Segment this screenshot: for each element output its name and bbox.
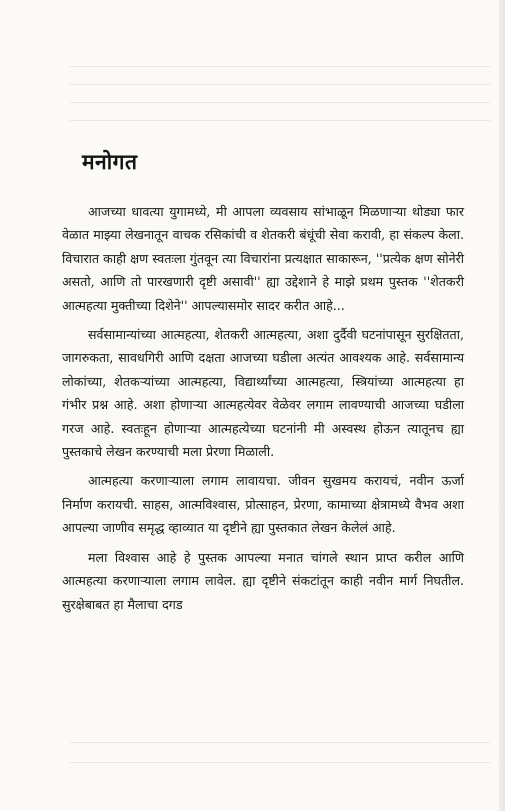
paragraph-4: मला विश्वास आहे हे पुस्तक आपल्या मनात चांगले स्थान प्राप्त करील आणि आत्महत्या करणाऱ्याला लगाम लावेल. ह्या दृष्टीने संकटांतून काही नवीन मार्ग निघतील. सुरक्षेबाबत हा मैलाचा दगड [62, 549, 464, 612]
show-through-line [70, 84, 490, 85]
paragraph-1: आजच्या धावत्या युगामध्ये, मी आपला व्यवसाय सांभाळून मिळणाऱ्या थोड्या फार वेळात माझ्या लेखनातून वाचक रसिकांची व शेतकरी बंधूंची सेवा करावी, हा संकल्प केला. विचारात काही क्षण स्वतःला गुंतवून त्या विचारांना प्रत्यक्षात साकारून, ''प्रत्येक क्षण सोनेरी असतो, आणि तो पारखणारी दृष्टी असावी'' ह्या उद्देशाने हे माझे प्रथम पुस्तक ''शेतकरी आत्महत्या मुक्तीच्या दिशेने'' आपल्यासमोर सादर करीत आहे... [62, 204, 464, 313]
page-heading: मनोगत [82, 150, 138, 174]
body-text [62, 200, 464, 622]
show-through-line [70, 742, 490, 743]
show-through-line [70, 66, 490, 67]
show-through-line [70, 120, 490, 121]
show-through-line [70, 102, 490, 103]
paragraph-3: आत्महत्या करणाऱ्याला लगाम लावायचा. जीवन सुखमय करायचं, नवीन ऊर्जा निर्माण करायची. साहस, आत्मविश्वास, प्रोत्साहन, प्रेरणा, कामाच्या क्षेत्रामध्ये वैभव अशा आपल्या जाणीव समृद्ध व्हाव्यात या दृष्टीने ह्या पुस्तकात लेखन केलेलं आहे. [62, 473, 464, 536]
show-through-line [70, 762, 490, 763]
paragraph-2: सर्वसामान्यांच्या आत्महत्या, शेतकरी आत्महत्या, अशा दुर्दैवी घटनांपासून सुरक्षितता, जागरुकता, सावधगिरी आणि दक्षता आजच्या घडीला अत्यंत आवश्यक आहे. सर्वसामान्य लोकांच्या, शेतकऱ्यांच्या आत्महत्या, विद्यार्थ्यांच्या आत्महत्या, स्त्रियांच्या आत्महत्या हा गंभीर प्रश्न आहे. अशा होणाऱ्या आत्महत्येवर वेळेवर लगाम लावण्याची आजच्या घडीला गरज आहे. स्वतःहून होणाऱ्या आत्महत्येच्या घटनांनी मी अस्वस्थ होऊन त्यातूनच ह्या पुस्तकाचे लेखन करण्याची मला प्रेरणा मिळाली. [62, 327, 464, 460]
page-edge [499, 0, 505, 811]
